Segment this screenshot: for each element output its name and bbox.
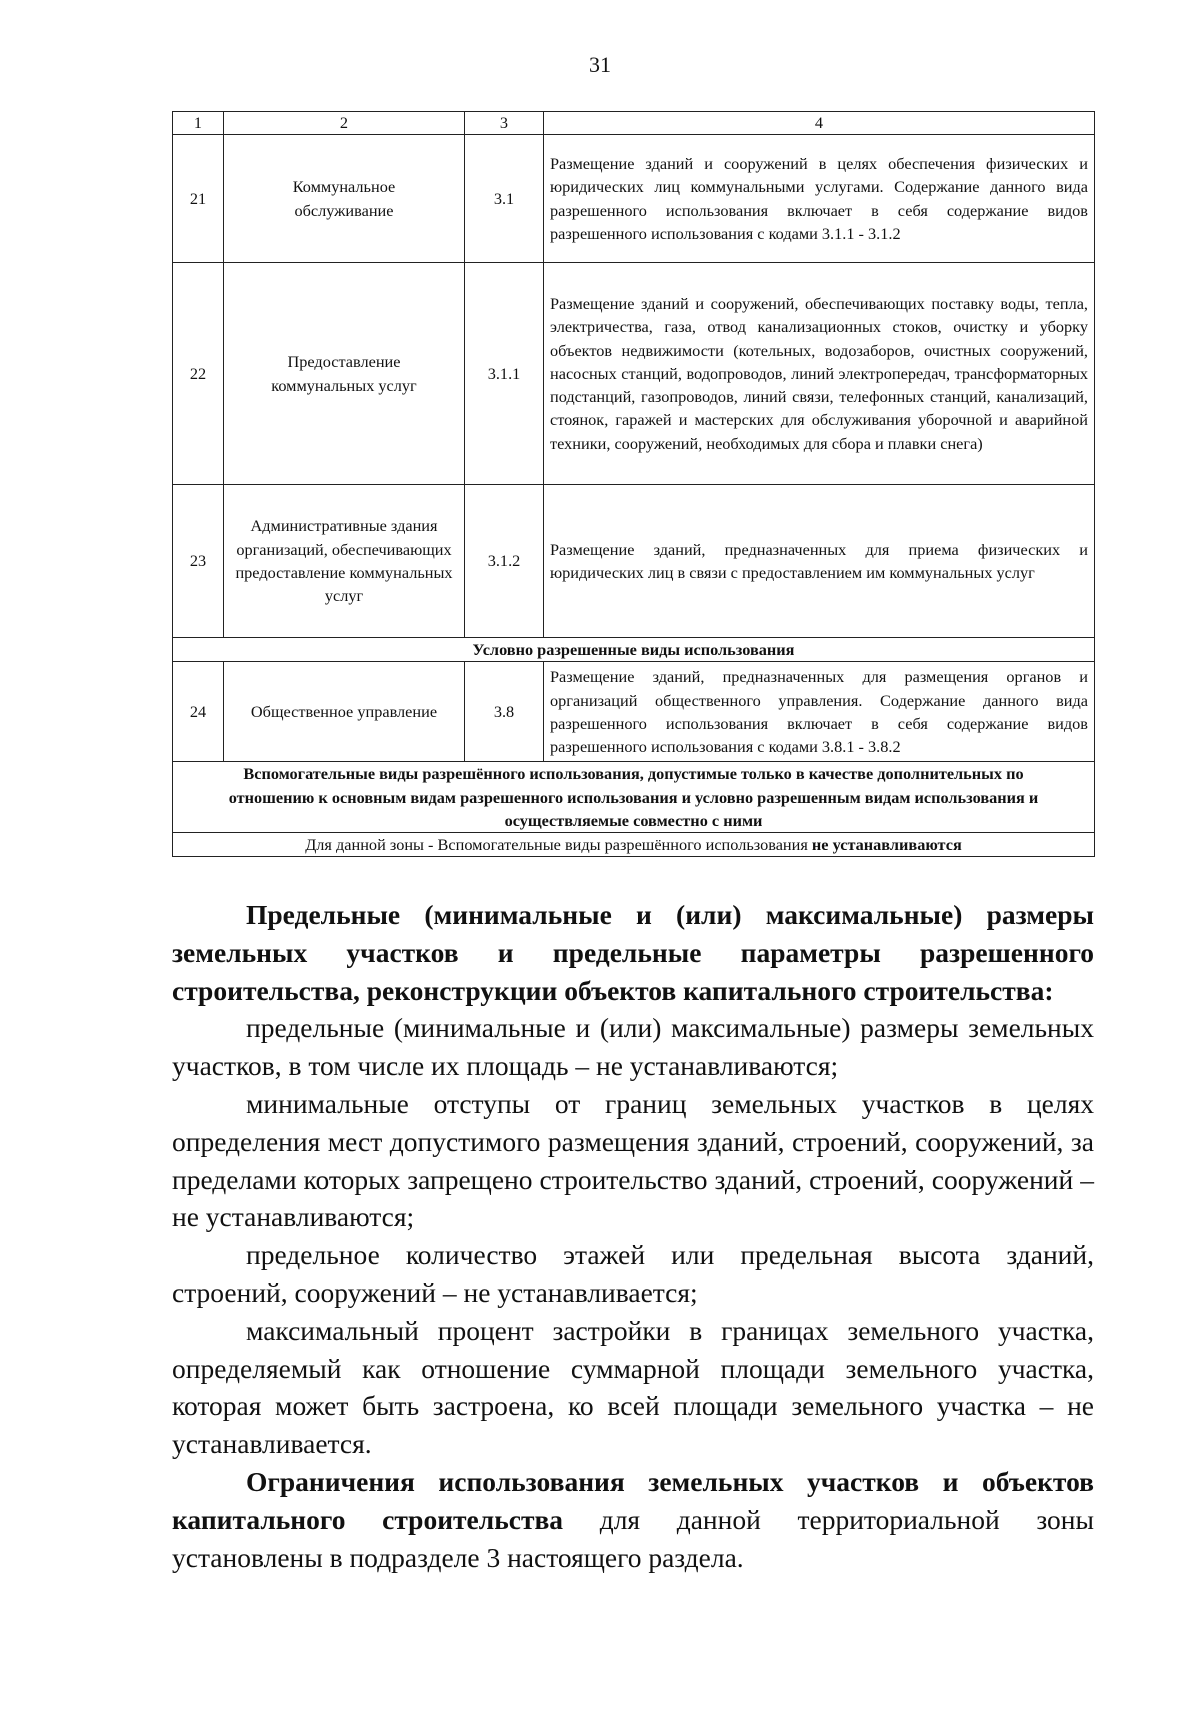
page-number: 31 [589, 52, 611, 77]
auxiliary-note-row [173, 833, 1095, 857]
table-row [173, 263, 1095, 485]
row-name: Предоставление коммунальных услуг [224, 263, 465, 485]
table-row [173, 662, 1095, 762]
row-description: Размещение зданий, предназначенных для размещения органов и организаций общественного управления. Содержание данного вида разрешенного использования включает в себя содержание видов разрешенного использования с кодами 3.8.1 - 3.8.2 [544, 662, 1095, 762]
header-col-4: 4 [544, 112, 1095, 135]
section-header-conditional [173, 638, 1095, 662]
row-description: Размещение зданий, предназначенных для приема физических и юридических лиц в связи с предоставлением им коммунальных услуг [544, 485, 1095, 638]
section-header-auxiliary [173, 762, 1095, 833]
row-code: 3.1 [465, 135, 544, 263]
table-row [173, 485, 1095, 638]
header-col-3: 3 [465, 112, 544, 135]
paragraph: максимальный процент застройки в границах земельного участка, определяемый как отношение суммарной площади земельного участка, которая может быть застроена, ко всей площади земельного участка – не устанавливается. [172, 1314, 1094, 1460]
table-header-row [173, 112, 1095, 135]
restrictions-rest: для данной территориальной зоны установлены в подразделе 3 настоящего раздела. [172, 1503, 1094, 1573]
row-code: 3.8 [465, 662, 544, 762]
paragraph: минимальные отступы от границ земельных участков в целях определения мест допустимого размещения зданий, строений, сооружений, за пределами которых запрещено строительство зданий, строений, сооружений – не устанавливаются; [172, 1087, 1094, 1233]
row-description: Размещение зданий и сооружений, обеспечивающих поставку воды, тепла, электричества, газа, отвод канализационных стоков, очистку и уборку объектов недвижимости (котельных, водозаборов, очистных сооружений, насосных станций, водопроводов, линий электропередач, трансформаторных подстанций, газопроводов, линий связи, телефонных станций, канализаций, стоянок, гаражей и мастерских для обслуживания уборочной и аварийной техники, сооружений, необходимых для сбора и плавки снега) [544, 263, 1095, 485]
section-title: Условно разрешенные виды использования [173, 638, 1095, 662]
row-code: 3.1.1 [465, 263, 544, 485]
note-prefix: Для данной зоны - Вспомогательные виды разрешённого использования [305, 835, 812, 855]
paragraph-restrictions [172, 1463, 1094, 1576]
section-title: Вспомогательные виды разрешённого использования, допустимые только в качестве дополнительных по отношению к основным видам разрешенного использования и условно разрешенным видам использования и осуществляемые совместно с ними [173, 762, 1095, 833]
row-number: 24 [173, 662, 224, 762]
header-col-1: 1 [173, 112, 224, 135]
row-number: 22 [173, 263, 224, 485]
row-name: Коммунальное обслуживание [224, 135, 465, 263]
paragraph: предельные (минимальные и (или) максимальные) размеры земельных участков, в том числе их площадь – не устанавливаются; [172, 1012, 1094, 1082]
row-name: Общественное управление [224, 662, 465, 762]
table-row [173, 135, 1095, 263]
parameters-section [172, 896, 1094, 1576]
section-heading: Предельные (минимальные и (или) максимальные) размеры земельных участков и предельные параметры разрешенного строительства, реконструкции объектов капитального строительства: [172, 899, 1094, 1006]
row-code: 3.1.2 [465, 485, 544, 638]
row-number: 23 [173, 485, 224, 638]
restrictions-bold: Ограничения использования земельных участков и объектов капитального строительства [172, 1465, 1094, 1535]
header-col-2: 2 [224, 112, 465, 135]
row-name: Административные здания организаций, обеспечивающих предоставление коммунальных услуг [224, 485, 465, 638]
note-emphasis: не устанавливаются [811, 835, 962, 855]
land-use-table [172, 111, 1095, 857]
paragraph: предельное количество этажей или предельная высота зданий, строений, сооружений – не устанавливается; [172, 1239, 1094, 1308]
row-number: 21 [173, 135, 224, 263]
row-description: Размещение зданий и сооружений в целях обеспечения физических и юридических лиц коммунальными услугами. Содержание данного вида разрешенного использования включает в себя содержание видов разрешенного использования с кодами 3.1.1 - 3.1.2 [544, 135, 1095, 263]
auxiliary-note [173, 833, 1095, 857]
